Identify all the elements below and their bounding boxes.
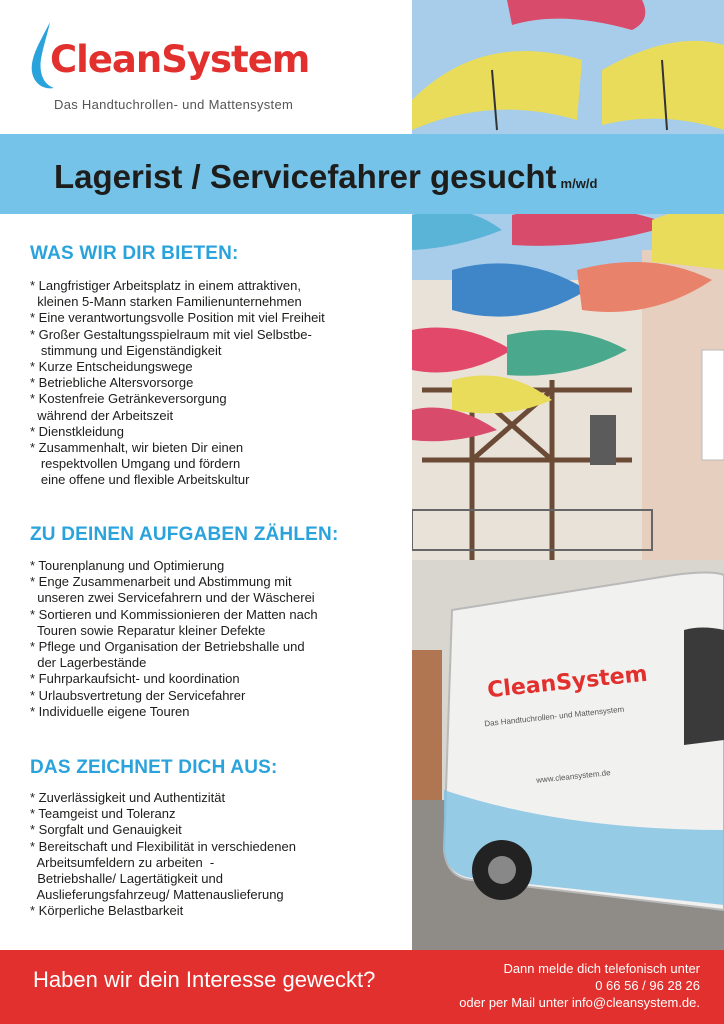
- list-item: * Zuverlässigkeit und Authentizität: [30, 790, 226, 805]
- van-url: www.cleansystem.de: [535, 768, 611, 785]
- list-item: * Zusammenhalt, wir bieten Dir einen: [30, 440, 244, 456]
- list-item: * Kostenfreie Getränkeversorgung: [30, 391, 227, 407]
- call-to-action: Haben wir dein Interesse geweckt?: [33, 967, 376, 992]
- list-item: * Tourenplanung und Optimierung: [30, 558, 225, 573]
- contact-info: [459, 960, 700, 1011]
- list-item: eine offene und flexible Arbeitskultur: [30, 472, 250, 488]
- van-tagline: Das Handtuchrollen- und Mattensystem: [483, 704, 625, 729]
- brand-logo: CleanSystem: [50, 38, 310, 81]
- list-item: während der Arbeitszeit: [30, 407, 174, 423]
- list-item: * Bereitschaft und Flexibilität in verschiedenen: [30, 838, 296, 854]
- list-item: * Individuelle eigene Touren: [30, 703, 190, 719]
- list-item: der Lagerbestände: [30, 655, 147, 671]
- list-item: Touren sowie Reparatur kleiner Defekte: [30, 622, 266, 638]
- list-item: * Teamgeist und Toleranz: [30, 806, 176, 822]
- brand-tagline: Das Handtuchrollen- und Mattensystem: [54, 97, 294, 112]
- list-item: * Pflege und Organisation der Betriebshalle und: [30, 639, 305, 655]
- profile-list: [30, 790, 400, 920]
- phone-number[interactable]: 0 66 56 / 96 28 26: [595, 978, 700, 993]
- list-item: Arbeitsumfeldern zu arbeiten -: [30, 854, 215, 870]
- section-heading-offer: WAS WIR DIR BIETEN:: [30, 243, 239, 264]
- list-item: * Langfristiger Arbeitsplatz in einem attraktiven,: [30, 278, 301, 293]
- gender-suffix: m/w/d: [560, 176, 598, 191]
- list-item: respektvollen Umgang und fördern: [30, 456, 241, 472]
- list-item: * Fuhrparkaufsicht- und koordination: [30, 671, 240, 687]
- section-heading-tasks: ZU DEINEN AUFGABEN ZÄHLEN:: [30, 524, 339, 545]
- list-item: Betriebshalle/ Lagertätigkeit und: [30, 871, 223, 887]
- tasks-list: [30, 558, 400, 720]
- page-title: [54, 158, 597, 196]
- list-item: * Enge Zusammenarbeit und Abstimmung mit: [30, 574, 292, 590]
- list-item: * Sortieren und Kommissionieren der Matten nach: [30, 606, 318, 622]
- list-item: * Betriebliche Altersvorsorge: [30, 375, 194, 391]
- offer-list: [30, 278, 400, 489]
- list-item: * Kurze Entscheidungswege: [30, 359, 193, 375]
- list-item: stimmung und Eigenständigkeit: [30, 342, 222, 358]
- list-item: kleinen 5-Mann starken Familienunternehmen: [30, 294, 302, 310]
- job-title: Lagerist / Servicefahrer gesucht: [54, 158, 557, 195]
- van-brand-logo: CleanSystem: [486, 661, 649, 704]
- contact-intro: Dann melde dich telefonisch unter: [503, 961, 700, 976]
- logo-area: [0, 0, 412, 134]
- list-item: * Körperliche Belastbarkeit: [30, 903, 184, 919]
- list-item: * Urlaubsvertretung der Servicefahrer: [30, 687, 246, 703]
- email-line[interactable]: oder per Mail unter info@cleansystem.de.: [459, 995, 700, 1010]
- list-item: unseren zwei Servicefahrern und der Wäscherei: [30, 590, 315, 606]
- section-heading-profile: DAS ZEICHNET DICH AUS:: [30, 757, 278, 778]
- list-item: * Eine verantwortungsvolle Position mit viel Freiheit: [30, 310, 325, 326]
- list-item: * Dienstkleidung: [30, 423, 124, 439]
- list-item: * Großer Gestaltungsspielraum mit viel Selbstbe-: [30, 326, 312, 342]
- list-item: Auslieferungsfahrzeug/ Mattenauslieferung: [30, 887, 284, 903]
- list-item: * Sorgfalt und Genauigkeit: [30, 822, 182, 838]
